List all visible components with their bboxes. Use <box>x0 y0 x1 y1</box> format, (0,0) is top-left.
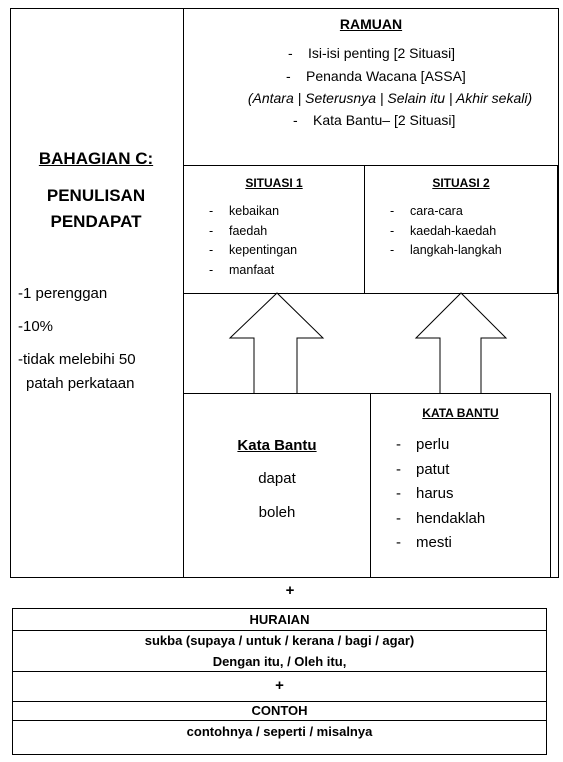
bullet-dash: - <box>396 460 401 478</box>
list-item: - faedah <box>209 222 297 242</box>
ramuan-item: - Penanda Wacana [ASSA] <box>286 68 466 84</box>
kata-bantu-2-list <box>396 433 485 556</box>
list-item: - manfaat <box>209 261 297 281</box>
ramuan-item: - Isi-isi penting [2 Situasi] <box>288 45 456 61</box>
bullet-dash: - <box>396 509 401 527</box>
plus-sign: + <box>275 677 284 694</box>
kata-bantu-1-title: Kata Bantu <box>237 437 317 454</box>
bullet-dash: - <box>288 45 293 61</box>
plus-sign: + <box>285 582 295 599</box>
situasi-2-title: SITUASI 2 <box>432 176 490 190</box>
list-item: - perlu <box>396 433 485 458</box>
list-item: - cara-cara <box>390 202 502 222</box>
list-item: - patut <box>396 458 485 483</box>
section-title-line1: PENULISAN <box>46 186 146 205</box>
bullet-dash: - <box>390 204 395 218</box>
note-paragraph: -1 perenggan <box>18 285 108 302</box>
bullet-dash: - <box>293 112 298 128</box>
section-title-line2: PENDAPAT <box>50 212 142 231</box>
situasi-1-title: SITUASI 1 <box>245 176 303 190</box>
bullet-dash: - <box>396 436 401 453</box>
bullet-dash: - <box>209 204 214 218</box>
huraian-line-1: sukba (supaya / untuk / kerana / bagi / agar) <box>144 633 415 648</box>
note-percentage: -10% <box>18 318 54 335</box>
huraian-title: HURAIAN <box>249 612 310 627</box>
kata-bantu-1-item: boleh <box>258 504 296 521</box>
up-arrow-icon <box>230 293 323 394</box>
note-word-limit: -tidak melebihi 50 <box>18 351 136 368</box>
ramuan-title: RAMUAN <box>339 16 403 32</box>
kata-bantu-1-item: dapat <box>258 470 296 487</box>
contoh-title: CONTOH <box>251 703 308 718</box>
bullet-dash: - <box>286 68 291 84</box>
ramuan-item: - Kata Bantu– [2 Situasi] <box>293 112 456 128</box>
ramuan-item-assa: (Antara | Seterusnya | Selain itu | Akhir sekali) <box>247 90 533 106</box>
list-item: - harus <box>396 482 485 507</box>
bullet-dash: - <box>390 223 395 238</box>
bullet-dash: - <box>396 534 401 551</box>
bullet-dash: - <box>209 243 214 257</box>
list-item: - kepentingan <box>209 241 297 261</box>
bullet-dash: - <box>209 262 214 277</box>
list-item: - langkah-langkah <box>390 241 502 261</box>
list-item: - kebaikan <box>209 202 297 222</box>
huraian-line-2: Dengan itu, / Oleh itu, <box>212 654 347 669</box>
bullet-dash: - <box>390 243 395 257</box>
list-item: - kaedah-kaedah <box>390 222 502 242</box>
contoh-line-1: contohnya / seperti / misalnya <box>186 724 373 739</box>
bullet-dash: - <box>209 223 214 238</box>
section-heading: BAHAGIAN C: <box>38 149 154 168</box>
kata-bantu-2-title: KATA BANTU <box>422 406 499 420</box>
list-item: - mesti <box>396 531 485 556</box>
up-arrow-icon <box>416 293 506 394</box>
bullet-dash: - <box>396 485 401 502</box>
list-item: - hendaklah <box>396 507 485 532</box>
note-word-limit-cont: patah perkataan <box>26 375 135 392</box>
